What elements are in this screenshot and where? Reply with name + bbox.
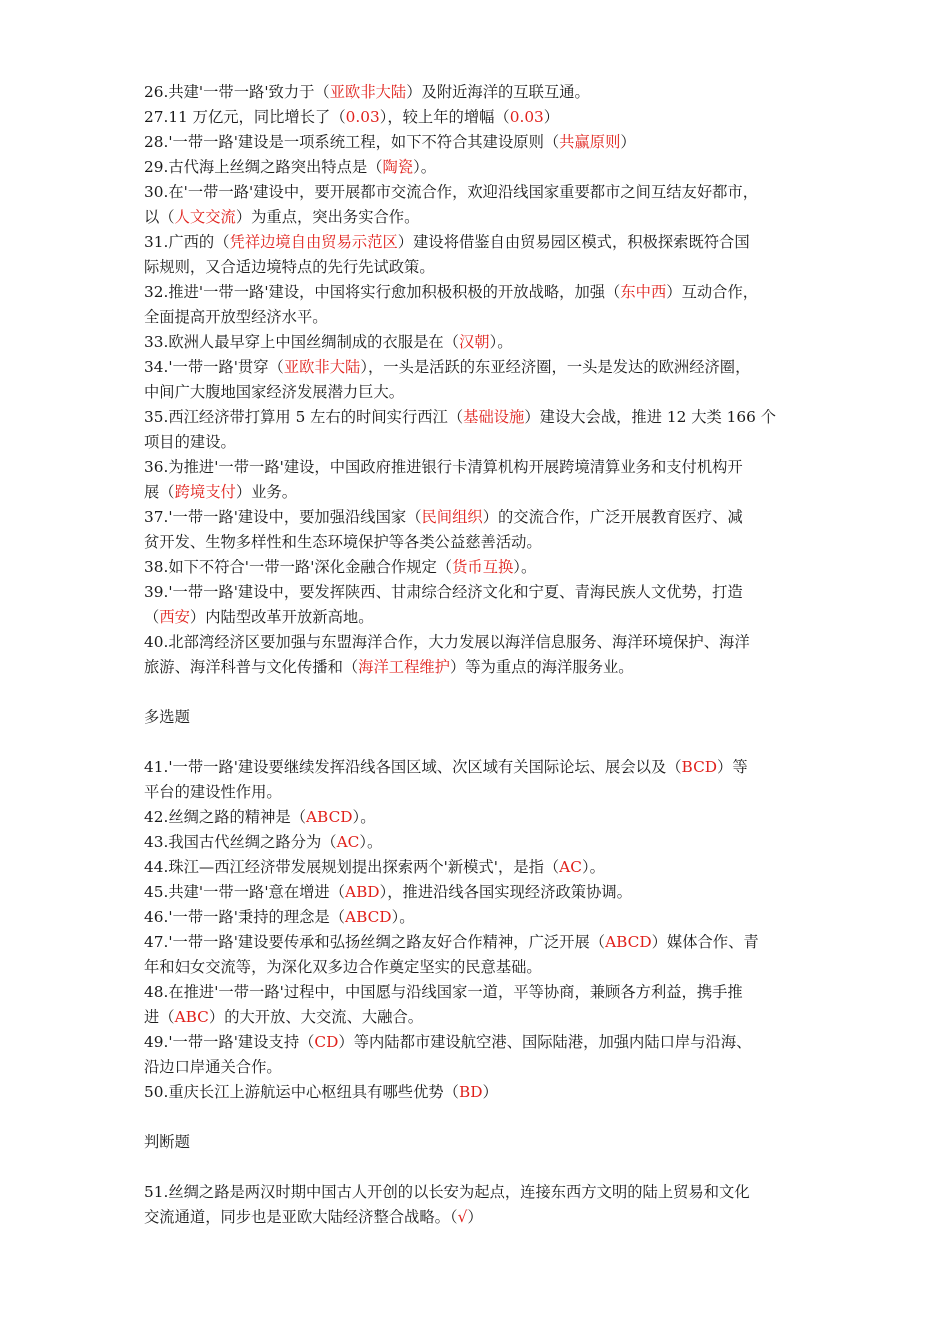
question-text: 展（ <box>144 483 175 501</box>
question-text: 31.广西的（ <box>144 233 230 251</box>
question-text: 交流通道，同步也是亚欧大陆经济整合战略。（ <box>144 1208 458 1226</box>
question-text: ）。 <box>391 908 415 926</box>
question-text: 30.在'一带一路'建设中，要开展都市交流合作，欢迎沿线国家重要都市之间互结友好都市， <box>144 183 759 201</box>
question-text: 41.'一带一路'建设要继续发挥沿线各国区域、次区域有关国际论坛、展会以及（ <box>144 758 682 776</box>
text-line <box>144 505 810 530</box>
answer-text: 东中西 <box>620 283 667 301</box>
question-text: ） <box>482 1083 498 1101</box>
text-line <box>144 105 810 130</box>
question-text: ）互动合作， <box>666 283 759 301</box>
question-text: 47.'一带一路'建设要传承和弘扬丝绸之路友好合作精神，广泛开展（ <box>144 933 606 951</box>
text-line <box>144 880 810 905</box>
question-text: 27.11 万亿元，同比增长了（ <box>144 108 346 126</box>
text-line <box>144 630 810 655</box>
answer-text: ABCD <box>605 933 652 951</box>
question-text: 35.西江经济带打算用 5 左右的时间实行西江（ <box>144 408 464 426</box>
question-text: 33.欧洲人最早穿上中国丝绸制成的衣服是在（ <box>144 333 459 351</box>
text-line <box>144 1180 810 1205</box>
question-text: 44.珠江—西江经济带发展规划提出探索两个'新模式'，是指（ <box>144 858 560 876</box>
answer-text: ABCD <box>306 808 353 826</box>
answer-text: 陶瓷 <box>382 158 414 176</box>
text-line <box>144 980 810 1005</box>
question-text: 以（ <box>144 208 175 226</box>
question-text: 进（ <box>144 1008 175 1026</box>
question-text: ）等为重点的海洋服务业。 <box>449 658 634 676</box>
answer-text: 汉朝 <box>458 333 490 351</box>
question-text: 沿边口岸通关合作。 <box>144 1058 282 1076</box>
text-line <box>144 305 810 330</box>
text-line <box>144 255 810 280</box>
question-text: ）建设大会战，推进 12 大类 166 个 <box>524 408 777 426</box>
text-line <box>144 1080 810 1105</box>
question-text: 28.'一带一路'建设是一项系统工程，如下不符合其建设原则（ <box>144 133 560 151</box>
question-text: ）媒体合作、青 <box>651 933 759 951</box>
text-line <box>144 1030 810 1055</box>
question-text: 平台的建设性作用。 <box>144 783 282 801</box>
answer-text: 西安 <box>159 608 190 626</box>
question-text: 贫开发、生物多样性和生态环境保护等各类公益慈善活动。 <box>144 533 542 551</box>
question-text: ），推进沿线各国实现经济政策协调。 <box>379 883 632 901</box>
answer-text: 基础设施 <box>463 408 525 426</box>
question-text: 29.古代海上丝绸之路突出特点是（ <box>144 158 383 176</box>
question-text: ） <box>620 133 636 151</box>
answer-text: ABCD <box>345 908 392 926</box>
question-text: 40.北部湾经济区要加强与东盟海洋合作，大力发展以海洋信息服务、海洋环境保护、海洋 <box>144 633 750 651</box>
question-text: 39.'一带一路'建设中，要发挥陕西、甘肃综合经济文化和宁夏、青海民族人文优势，打造 <box>144 583 743 601</box>
text-line <box>144 405 810 430</box>
question-text: 51.丝绸之路是两汉时期中国古人开创的以长安为起点，连接东西方文明的陆上贸易和文化 <box>144 1183 750 1201</box>
question-text: 46.'一带一路'秉持的理念是（ <box>144 908 346 926</box>
question-text: 旅游、海洋科普与文化传播和（ <box>144 658 359 676</box>
question-text: 中间广大腹地国家经济发展潜力巨大。 <box>144 383 405 401</box>
text-line <box>144 80 810 105</box>
text-line <box>144 430 810 455</box>
question-text: ）。 <box>359 833 383 851</box>
text-line <box>144 205 810 230</box>
question-text: ）内陆型改革开放新高地。 <box>189 608 374 626</box>
text-line <box>144 580 810 605</box>
text-line <box>144 180 810 205</box>
question-text: ）为重点，突出务实合作。 <box>235 208 420 226</box>
text-line <box>144 605 810 630</box>
text-line <box>144 1005 810 1030</box>
question-text: 际规则，又合适边境特点的先行先试政策。 <box>144 258 435 276</box>
text-line <box>144 780 810 805</box>
answer-text: 人文交流 <box>174 208 236 226</box>
multiple-choice-answers <box>144 755 810 1105</box>
question-text: 48.在推进'一带一路'过程中，中国愿与沿线国家一道，平等协商，兼顾各方利益，携手推 <box>144 983 743 1001</box>
text-line <box>144 330 810 355</box>
text-line <box>144 1055 810 1080</box>
text-line <box>144 930 810 955</box>
question-text: 全面提高开放型经济水平。 <box>144 308 328 326</box>
single-choice-answers <box>144 80 810 680</box>
answer-text: 亚欧非大陆 <box>329 83 407 101</box>
question-text: 38.如下不符合'一带一路'深化金融合作规定（ <box>144 558 453 576</box>
text-line <box>144 480 810 505</box>
answer-text: BCD <box>681 758 718 776</box>
question-text: 26.共建'一带一路'致力于（ <box>144 83 330 101</box>
answer-text: CD <box>314 1033 339 1051</box>
question-text: （ <box>144 608 160 626</box>
question-text: ）。 <box>352 808 376 826</box>
question-text: ）等内陆都市建设航空港、国际陆港，加强内陆口岸与沿海、 <box>338 1033 752 1051</box>
question-text: 32.推进'一带一路'建设，中国将实行愈加积极积极的开放战略，加强（ <box>144 283 621 301</box>
section-heading-true-false: 判断题 <box>144 1133 190 1151</box>
question-text: ）的大开放、大交流、大融合。 <box>208 1008 424 1026</box>
answer-text: 海洋工程维护 <box>358 658 450 676</box>
text-line <box>144 805 810 830</box>
answer-text: 共赢原则 <box>559 133 621 151</box>
text-line <box>144 155 810 180</box>
question-text: 36.为推进'一带一路'建设，中国政府推进银行卡清算机构开展跨境清算业务和支付机构开 <box>144 458 743 476</box>
question-text: ），较上年的增幅（ <box>379 108 510 126</box>
text-line <box>144 955 810 980</box>
answer-text: ABD <box>345 883 380 901</box>
answer-text: 跨境支付 <box>174 483 236 501</box>
question-text: ）业务。 <box>235 483 298 501</box>
answer-text: 货币互换 <box>452 558 514 576</box>
text-line <box>144 280 810 305</box>
question-text: 项目的建设。 <box>144 433 236 451</box>
question-text: ）等 <box>717 758 748 776</box>
question-text: 50.重庆长江上游航运中心枢纽具有哪些优势（ <box>144 1083 459 1101</box>
question-text: 34.'一带一路'贯穿（ <box>144 358 284 376</box>
question-text: 37.'一带一路'建设中，要加强沿线国家（ <box>144 508 422 526</box>
answer-text: 亚欧非大陆 <box>283 358 361 376</box>
answer-text: ABC <box>174 1008 209 1026</box>
text-line <box>144 855 810 880</box>
question-text: 49.'一带一路'建设支持（ <box>144 1033 315 1051</box>
question-text: ） <box>467 1208 483 1226</box>
document-page <box>144 80 810 1230</box>
true-false-answers <box>144 1180 810 1230</box>
text-line <box>144 230 810 255</box>
question-text: 45.共建'一带一路'意在增进（ <box>144 883 346 901</box>
question-text: ）及附近海洋的互联互通。 <box>406 83 590 101</box>
answer-text: 凭祥边境自由贸易示范区 <box>229 233 398 251</box>
question-text: ） <box>543 108 560 126</box>
answer-text: AC <box>559 858 582 876</box>
question-text: ）建设将借鉴自由贸易园区模式，积极探索既符合国 <box>397 233 750 251</box>
text-line <box>144 905 810 930</box>
section-heading-multiple-choice: 多选题 <box>144 708 190 726</box>
text-line <box>144 1205 810 1230</box>
answer-text: BD <box>458 1083 483 1101</box>
question-text: ），一头是活跃的东亚经济圈，一头是发达的欧洲经济圈， <box>360 358 751 376</box>
text-line <box>144 355 810 380</box>
question-text: 43.我国古代丝绸之路分为（ <box>144 833 337 851</box>
question-text: ）的交流合作，广泛开展教育医疗、减 <box>482 508 743 526</box>
question-text: ）。 <box>413 158 437 176</box>
answer-text: AC <box>336 833 360 851</box>
question-text: ）。 <box>513 558 537 576</box>
text-line <box>144 755 810 780</box>
answer-text: √ <box>457 1208 468 1226</box>
text-line <box>144 130 810 155</box>
question-text: ）。 <box>489 333 513 351</box>
text-line <box>144 655 810 680</box>
question-text: ）。 <box>581 858 605 876</box>
question-text: 年和妇女交流等，为深化双多边合作奠定坚实的民意基础。 <box>144 958 542 976</box>
answer-text: 民间组织 <box>421 508 483 526</box>
answer-text: 0.03 <box>509 108 544 126</box>
text-line <box>144 555 810 580</box>
text-line <box>144 530 810 555</box>
text-line <box>144 380 810 405</box>
question-text: 42.丝绸之路的精神是（ <box>144 808 306 826</box>
answer-text: 0.03 <box>345 108 380 126</box>
text-line <box>144 455 810 480</box>
text-line <box>144 830 810 855</box>
